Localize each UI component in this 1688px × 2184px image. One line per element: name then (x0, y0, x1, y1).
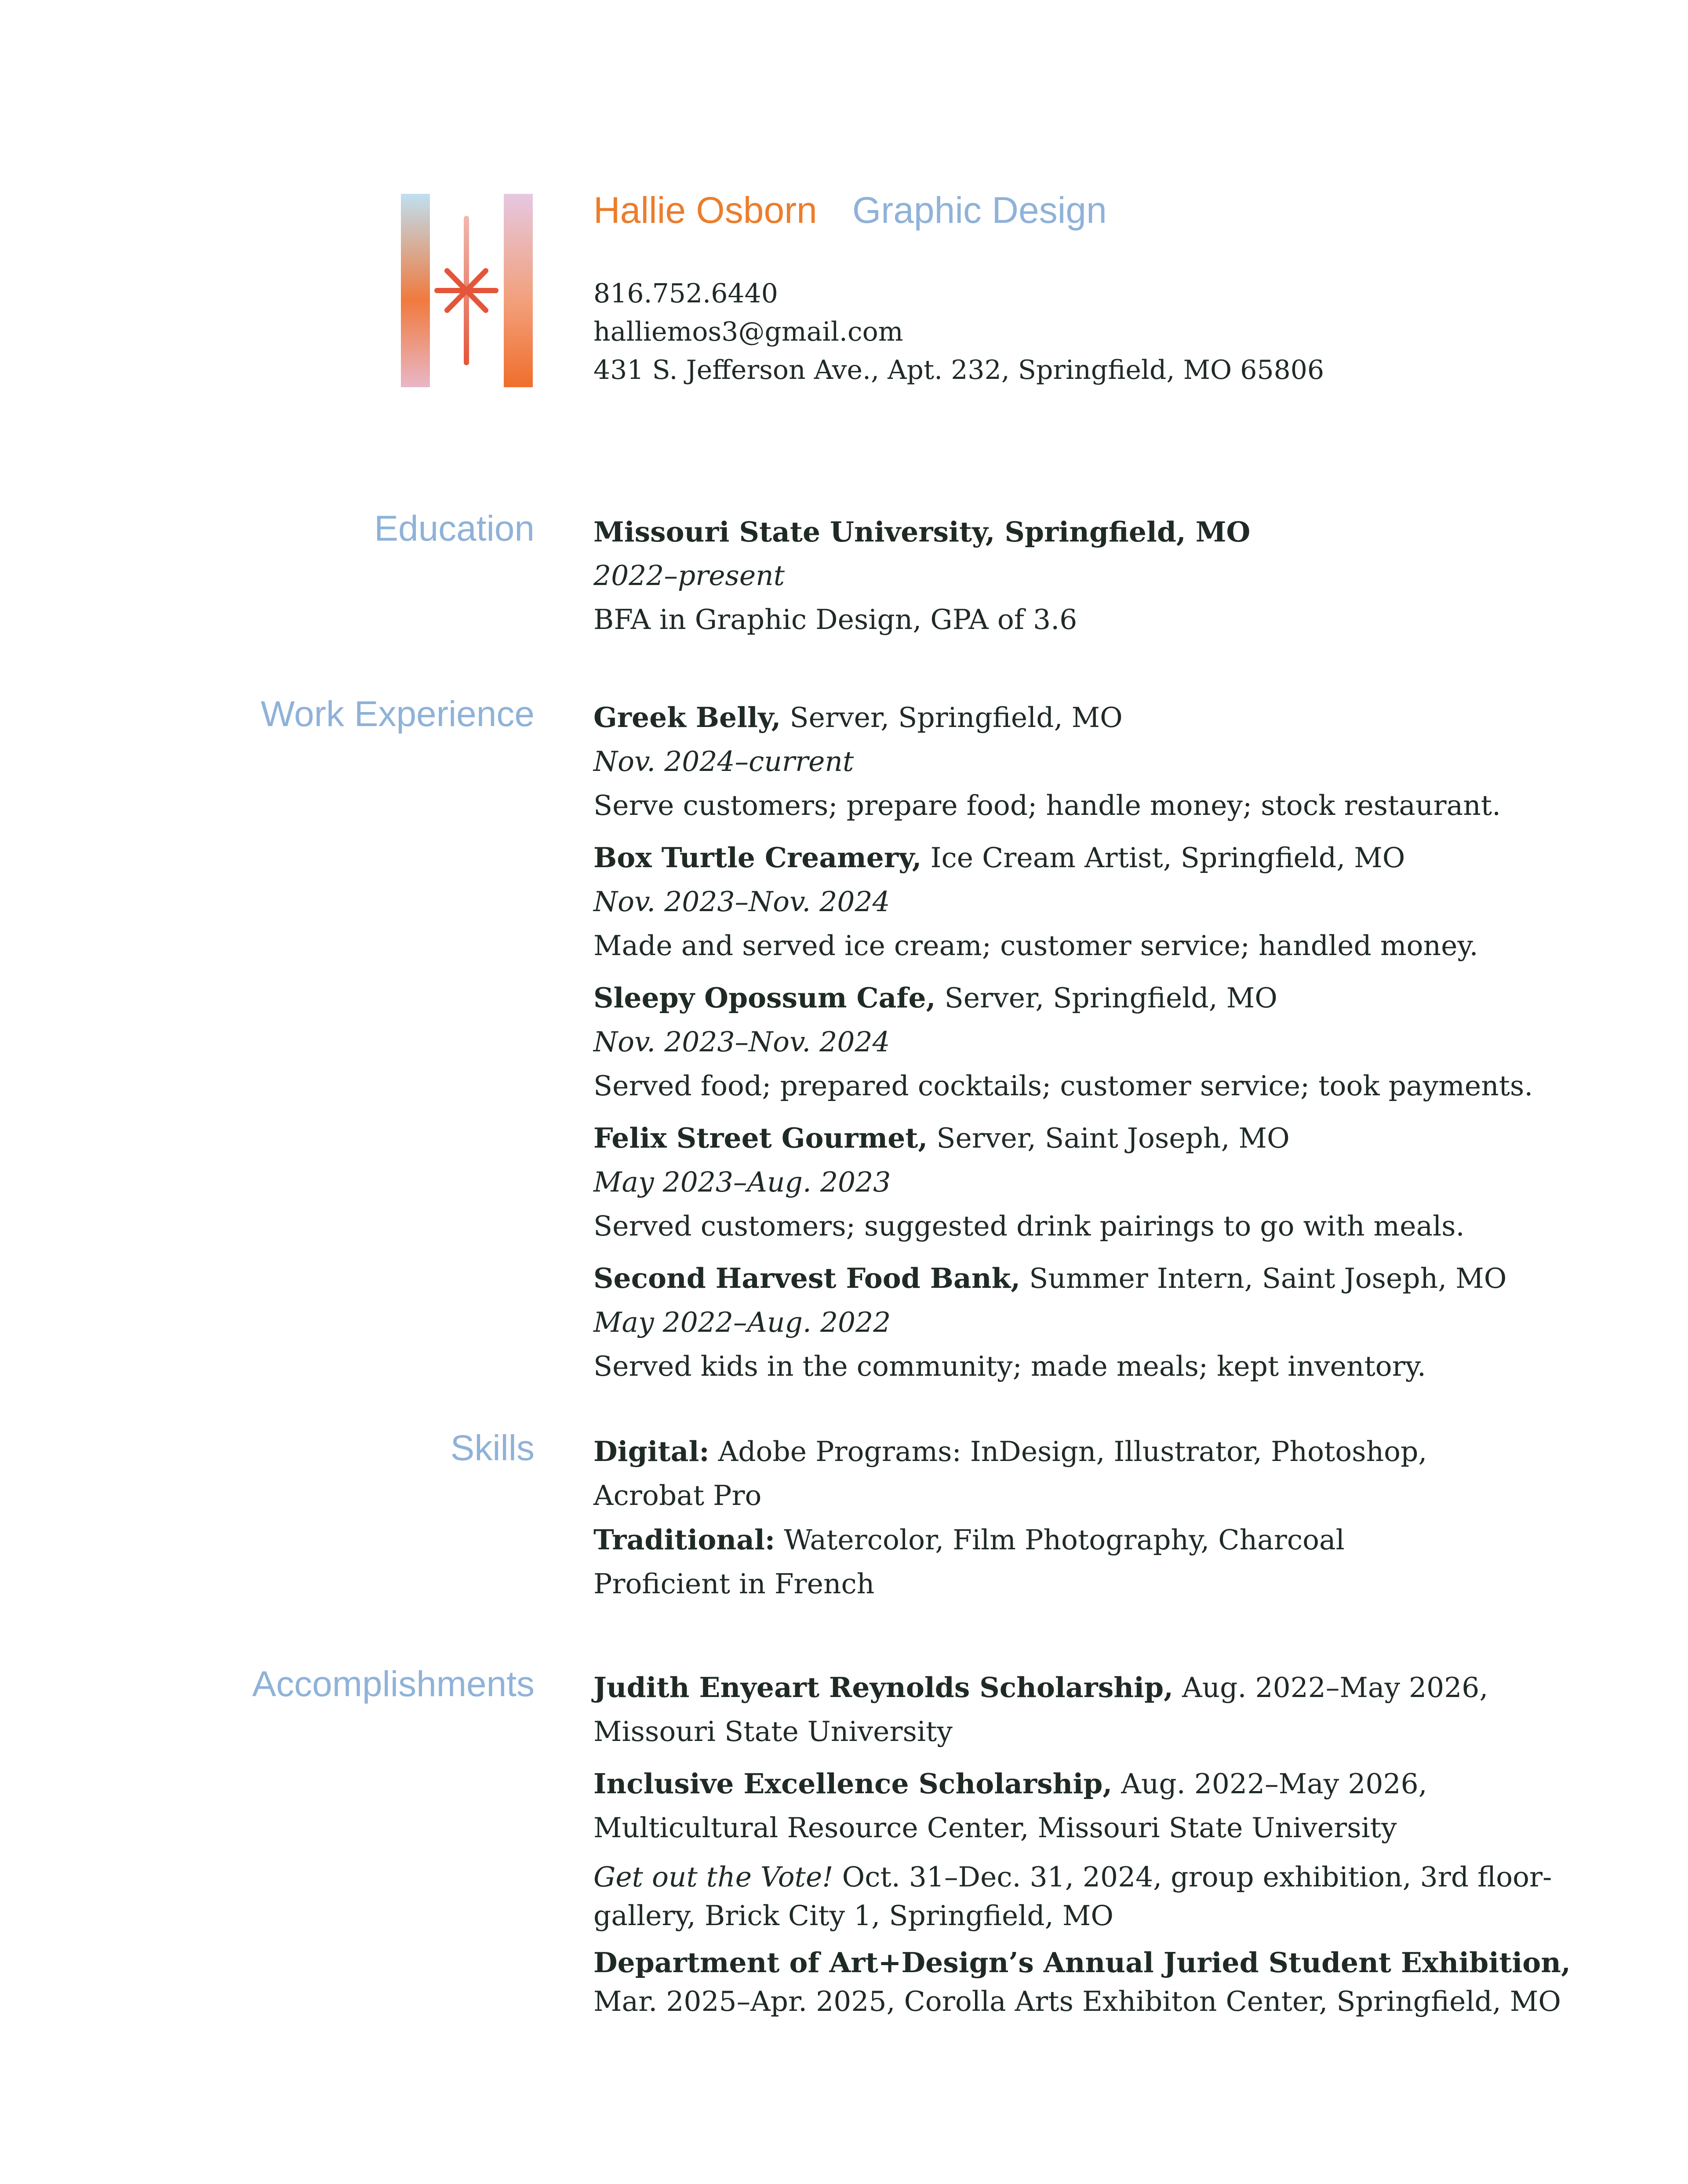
skills-language: Proficient in French (593, 1568, 875, 1600)
work-dates: May 2023–Aug. 2023 (593, 1166, 891, 1198)
work-entry (593, 976, 1648, 1108)
work-description: Served food; prepared cocktails; customer service; took payments. (593, 1070, 1533, 1102)
monogram-logo (401, 194, 533, 387)
work-entry (593, 836, 1648, 968)
work-dates: Nov. 2024–current (593, 745, 854, 778)
employer: Greek Belly, (593, 701, 781, 734)
accomplishment-item (593, 1858, 1648, 1935)
work-entry (593, 695, 1648, 828)
accomplishment-dates: Aug. 2022–May 2026, (1173, 1672, 1488, 1704)
employer: Box Turtle Creamery, (593, 841, 922, 874)
skills-digital-cont: Acrobat Pro (593, 1479, 762, 1512)
skills-digital: Adobe Programs: InDesign, Illustrator, Photoshop, (709, 1435, 1427, 1468)
section-label-work: Work Experience (261, 694, 535, 734)
accomplishment-detail: Missouri State University (593, 1715, 953, 1748)
employer: Second Harvest Food Bank, (593, 1262, 1021, 1294)
email: halliemos3@gmail.com (593, 316, 903, 347)
position: Server, Springfield, MO (781, 701, 1123, 734)
work-description: Made and served ice cream; customer service; handled money. (593, 930, 1478, 962)
position: Server, Springfield, MO (935, 982, 1277, 1014)
work-description: Served customers; suggested drink pairings to go with meals. (593, 1210, 1465, 1242)
skills-traditional: Watercolor, Film Photography, Charcoal (775, 1524, 1345, 1556)
address: 431 S. Jefferson Ave., Apt. 232, Springfield, MO 65806 (593, 355, 1324, 385)
education-section (593, 510, 1648, 642)
accomplishment-detail: Multicultural Resource Center, Missouri State University (593, 1812, 1397, 1844)
work-dates: Nov. 2023–Nov. 2024 (593, 886, 890, 918)
work-dates: Nov. 2023–Nov. 2024 (593, 1026, 890, 1058)
position: Ice Cream Artist, Springfield, MO (921, 842, 1405, 874)
accomplishment-title: Department of Art+Design’s Annual Juried Student Exhibition, (593, 1946, 1571, 1979)
position: Summer Intern, Saint Joseph, MO (1020, 1262, 1507, 1294)
school: Missouri State University, Springfield, MO (593, 516, 1251, 548)
work-entry (593, 1116, 1648, 1248)
accomplishment-detail: Mar. 2025–Apr. 2025, Corolla Arts Exhibiton Center, Springfield, MO (593, 1985, 1561, 2017)
accomplishment-title: Inclusive Excellence Scholarship, (593, 1767, 1113, 1800)
accomplishment-title: Judith Enyeart Reynolds Scholarship, (593, 1671, 1174, 1704)
work-dates: May 2022–Aug. 2022 (593, 1306, 891, 1338)
accomplishment-item (593, 1665, 1648, 1754)
position: Server, Saint Joseph, MO (928, 1122, 1290, 1154)
discipline: Graphic Design (852, 189, 1107, 231)
accomplishment-dates: Oct. 31–Dec. 31, 2024, group exhibition, 3rd floor- (833, 1861, 1552, 1893)
contact-info (593, 275, 1324, 389)
work-entry (593, 1256, 1648, 1388)
degree: BFA in Graphic Design, GPA of 3.6 (593, 603, 1077, 636)
person-name: Hallie Osborn (593, 189, 817, 231)
skills-digital-label: Digital: (593, 1435, 709, 1468)
education-dates: 2022–present (593, 560, 785, 592)
section-label-accomplishments: Accomplishments (252, 1664, 535, 1704)
employer: Felix Street Gourmet, (593, 1122, 928, 1154)
accomplishment-item (593, 1762, 1648, 1850)
accomplishments-section (593, 1665, 1648, 2029)
accomplishment-dates: Aug. 2022–May 2026, (1112, 1768, 1427, 1800)
logo-left-bar (401, 194, 430, 387)
accomplishment-detail: gallery, Brick City 1, Springfield, MO (593, 1900, 1113, 1932)
work-description: Served kids in the community; made meals; kept inventory. (593, 1350, 1426, 1382)
employer: Sleepy Opossum Cafe, (593, 981, 936, 1014)
work-description: Serve customers; prepare food; handle money; stock restaurant. (593, 789, 1501, 821)
logo-right-bar (504, 194, 533, 387)
accomplishment-title: Get out the Vote! (593, 1861, 833, 1893)
section-label-education: Education (374, 509, 535, 549)
phone: 816.752.6440 (593, 278, 778, 309)
header-title (593, 188, 1107, 232)
skills-section (593, 1429, 1648, 1606)
skills-traditional-label: Traditional: (593, 1523, 775, 1556)
work-section (593, 695, 1648, 1396)
accomplishment-item (593, 1943, 1648, 2021)
section-label-skills: Skills (450, 1428, 535, 1468)
